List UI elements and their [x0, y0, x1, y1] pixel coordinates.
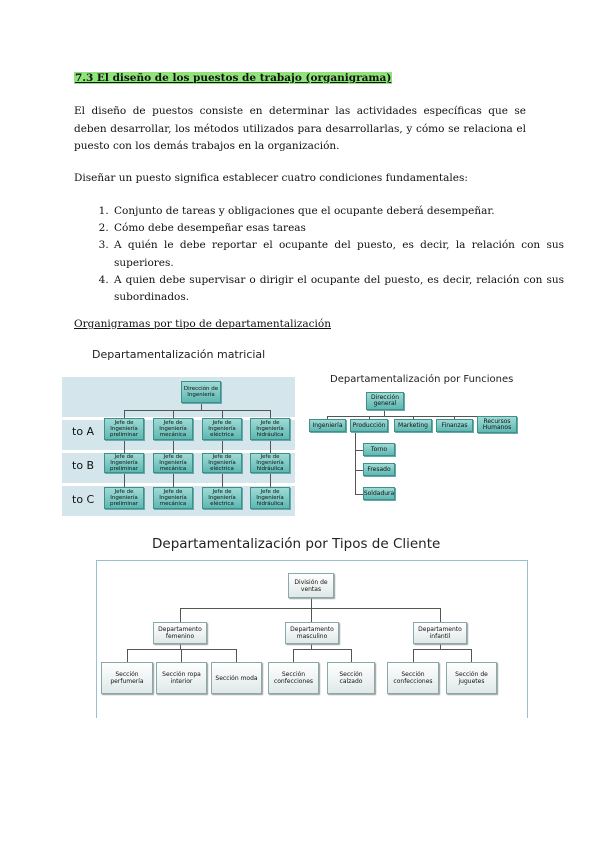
matrix-top-box: Dirección de Ingeniería [181, 381, 221, 403]
clients-top-box: División de ventas [288, 573, 334, 598]
functions-title: Departamentalización por Funciones [330, 374, 514, 385]
matrix-row-label: to A [72, 425, 95, 438]
matrix-cell: Jefe de Ingeniería hidráulica [250, 418, 290, 440]
matrix-row-label: to B [72, 459, 95, 472]
subheading: Organigramas por tipo de departamentalización [74, 318, 331, 330]
matrix-cell: Jefe de Ingeniería mecánica [153, 453, 193, 473]
matrix-cell: Jefe de Ingeniería preliminar [104, 418, 144, 440]
matrix-cell: Jefe de Ingeniería hidráulica [250, 487, 290, 509]
condition-item: 1. Conjunto de tareas y obligaciones que el ocupante deberá desempeñar. [112, 203, 564, 220]
functions-item: Producción [350, 419, 388, 432]
condition-item: 4. A quien debe supervisar o dirigir el ocupante del puesto, es decir, relación con sus subordinados. [112, 272, 564, 306]
clients-title: Departamentalización por Tipos de Cliente [152, 536, 441, 552]
clients-section: Sección de juguetes [446, 662, 497, 694]
clients-section: Sección confecciones [268, 662, 319, 694]
clients-dept: Departamento femenino [153, 622, 207, 644]
matrix-title: Departamentalización matricial [92, 348, 266, 361]
functions-sub-item: Soldadura [363, 487, 395, 500]
functions-top-box: Dirección general [366, 392, 404, 410]
clients-section: Sección moda [211, 662, 262, 694]
condition-item: 3. A quién le debe reportar el ocupante del puesto, es decir, la relación con sus superiores. [112, 237, 564, 271]
clients-section: Sección confecciones [387, 662, 439, 694]
matrix-cell: Jefe de Ingeniería mecánica [153, 487, 193, 509]
matrix-cell: Jefe de Ingeniería eléctrica [202, 453, 242, 473]
functions-item: Finanzas [436, 419, 473, 432]
matrix-cell: Jefe de Ingeniería preliminar [104, 487, 144, 509]
clients-section: Sección perfumería [101, 662, 153, 694]
matrix-cell: Jefe de Ingeniería mecánica [153, 418, 193, 440]
clients-section: Sección calzado [327, 662, 375, 694]
matrix-cell: Jefe de Ingeniería hidráulica [250, 453, 290, 473]
clients-dept: Departamento masculino [285, 622, 339, 644]
section-heading: 7.3 El diseño de los puestos de trabajo (organigrama) [75, 72, 392, 84]
conditions-list [74, 203, 564, 306]
matrix-row-label: to C [72, 493, 95, 506]
functions-item: Marketing [394, 419, 432, 432]
intro-paragraph: El diseño de puestos consiste en determinar las actividades específicas que se deben desarrollar, los métodos utilizados para desarrollarlas, y cómo se relaciona el puesto con los demás trabajos en la organización. [74, 105, 526, 152]
functions-item: Ingeniería [309, 419, 346, 432]
matrix-band [62, 377, 295, 417]
clients-section: Sección ropa interior [156, 662, 207, 694]
functions-item: Recursos Humanos [477, 416, 517, 433]
matrix-cell: Jefe de Ingeniería eléctrica [202, 487, 242, 509]
functions-sub-item: Torno [363, 443, 395, 456]
matrix-cell: Jefe de Ingeniería eléctrica [202, 418, 242, 440]
condition-item: 2. Cómo debe desempeñar esas tareas [112, 220, 564, 237]
matrix-cell: Jefe de Ingeniería preliminar [104, 453, 144, 473]
lead-paragraph: Diseñar un puesto significa establecer cuatro condiciones fundamentales: [74, 172, 468, 184]
clients-dept: Departamento infantil [413, 622, 467, 644]
functions-sub-item: Fresado [363, 463, 395, 476]
